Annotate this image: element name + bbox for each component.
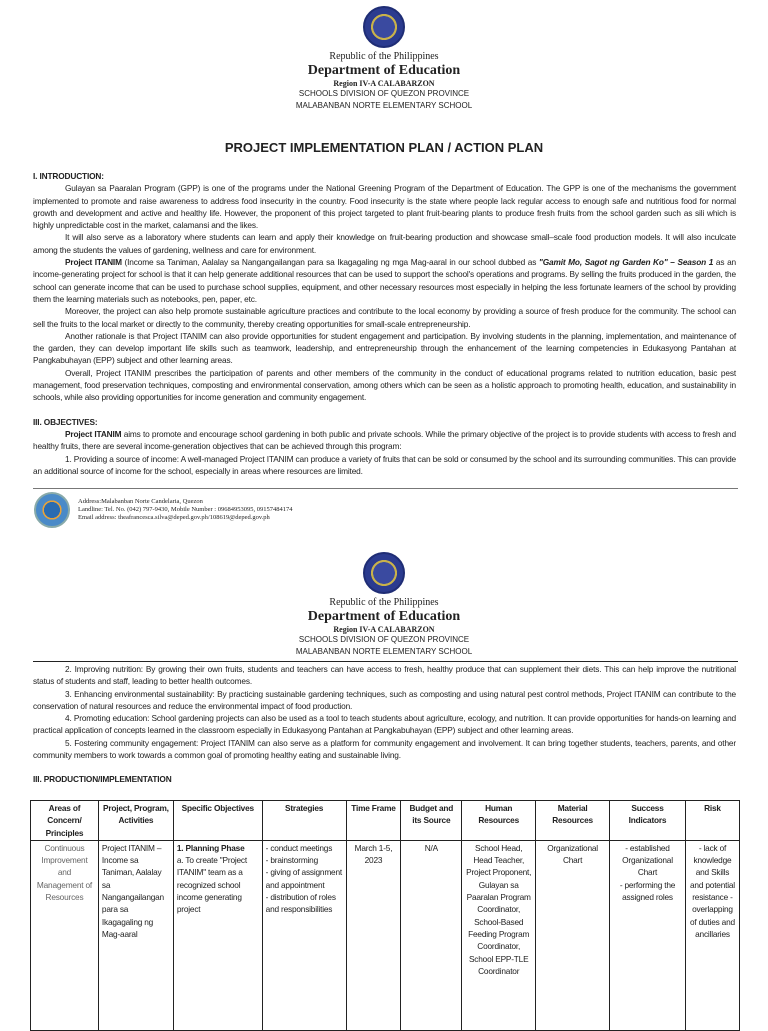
column-header: Risk — [685, 801, 739, 841]
cell-budget: N/A — [401, 840, 462, 1030]
project-name: Project ITANIM — [65, 428, 122, 439]
cell-risk: - lack of knowledge and Skills and potential resistance -overlapping of duties and ancillaries — [685, 840, 739, 1030]
implementation-table — [30, 800, 740, 1031]
school-logo-icon — [34, 492, 70, 528]
cell-time-frame: March 1-5, 2023 — [346, 840, 401, 1030]
cell-success-indicators: - established Organizational Chart - performing the assigned roles — [610, 840, 686, 1030]
school-label: MALABANBAN NORTE ELEMENTARY SCHOOL — [295, 647, 473, 656]
project-name: Project ITANIM — [65, 257, 122, 268]
intro-paragraph: It will also serve as a laboratory where students can learn and apply their knowledge on fruit-bearing production and showcase small–scale food production models. It will also inculcate among the students the values of gardening, wellness and care for environment. — [33, 232, 736, 255]
objective-item: 3. Enhancing environmental sustainability: By practicing sustainable gardening techniques, such as composting and using natural pest control methods, Project ITANIM can contribute to the conservation of natural resources and reduce the environmental impact of food production. — [33, 688, 736, 711]
intro-paragraph: Gulayan sa Paaralan Program (GPP) is one of the programs under the National Greening Program of the Department of Education. The GPP is one of the mechanisms the government implemented to promote and raise awareness to address food insecurity in the country. Food insecurity is the state where people lack regular access to enough safe and nutritious food for normal growth and development and active and healthy life. However, the proponent of this project targeted to plant fruit-bearing plants to produce fresh fruits from the school garden such as sili which is highly unpredictable cost in the market, calamansi and the likes. — [33, 183, 736, 231]
objective-item: 5. Fostering community engagement: Project ITANIM can also serve as a platform for community engagement and involvement. It can bring together students, teachers, parents, and other community members to work towards a common goal of promoting healthy eating and sustainable living. — [33, 737, 736, 761]
objective-item: 4. Promoting education: School gardening projects can also be used as a tool to teach students about agriculture, ecology, and nutrition. It can provide opportunities for hands-on learning and practical application of concepts learned in the classroom especially in Edukasyong Pantahan at Pangkabuhayan (EPP) subject and other learning areas. — [33, 713, 736, 736]
letterhead-page2 — [0, 552, 768, 658]
deped-seal-icon — [363, 6, 405, 48]
region-label: Region IV-A CALABARZON — [333, 79, 435, 88]
phase-label: 1. Planning Phase — [176, 842, 245, 853]
intro-paragraph — [33, 256, 736, 305]
column-header: Time Frame — [346, 801, 401, 841]
school-label: MALABANBAN NORTE ELEMENTARY SCHOOL — [295, 101, 473, 110]
column-header: Project, Program, Activities — [98, 801, 173, 841]
region-label: Region IV-A CALABARZON — [333, 625, 435, 634]
intro-paragraph: Moreover, the project can also help promote sustainable agriculture practices and contribute to the local economy by providing a source of fresh produce for the community. The school can sell the fruits to the local market or directly to the community, thereby creating opportunities for small-scale entrepreneurship. — [33, 306, 736, 329]
objectives-continued — [33, 663, 736, 786]
objectives-heading: III. OBJECTIVES: — [33, 416, 98, 427]
footer-phone: Landline: Tel. No. (042) 797-9430, Mobile Number : 09684953095, 09157484174 — [78, 506, 293, 513]
footer-divider — [33, 488, 738, 489]
republic-label: Republic of the Philippines — [329, 597, 439, 608]
intro-heading: I. INTRODUCTION: — [33, 171, 104, 181]
objective-item: 1. Providing a source of income: A well-managed Project ITANIM can produce a variety of fruits that can be sold or consumed by the school and its surrounding communities. This can provide an additional source of income for the school, especially in areas where resources are limited. — [33, 453, 736, 476]
text: aims to promote and encourage school gardening in both public and private schools. While the primary objective of the project is to provide students with access to fresh and healthy fruits, there are several income-generation objectives that can be achieved through this program: — [33, 428, 736, 452]
column-header: Material Resources — [536, 801, 610, 841]
republic-label: Republic of the Philippines — [329, 51, 439, 62]
column-header: Success Indicators — [610, 801, 686, 841]
footer-email: Email address: theafrancesca.silva@deped.gov.ph/108619@deped.gov.ph — [78, 514, 270, 521]
footer — [34, 492, 292, 528]
column-header: Budget and its Source — [401, 801, 462, 841]
column-header: Strategies — [262, 801, 346, 841]
column-header: Areas of Concern/ Principles — [31, 801, 99, 841]
project-tagline: "Gamit Mo, Sagot ng Garden Ko" – Season 1 — [538, 257, 714, 268]
department-label: Department of Education — [307, 609, 461, 624]
objective-item: 2. Improving nutrition: By growing their own fruits, students and teachers can have access to fresh, healthy produce that can supplement their diets. This can help improve the nutritional status of students and staff, leading to better health outcomes. — [33, 664, 736, 687]
production-heading: III. PRODUCTION/IMPLEMENTATION — [33, 774, 172, 785]
intro-paragraph: Another rationale is that Project ITANIM can also provide opportunities for student engagement and participation. By involving students in the planning, implementation, and maintenance of the garden, they can develop important life skills such as teamwork, leadership, and entrepreneurship through the enhancement of the learning competencies in Edukasyong Pantahan at Pangkabuhayan (EPP) subject and other learning areas. — [33, 330, 736, 366]
cell-material-resources: Organizational Chart — [536, 840, 610, 1030]
column-header: Human Resources — [462, 801, 536, 841]
letterhead-page1 — [0, 6, 768, 112]
cell-objective — [173, 840, 262, 1030]
deped-seal-icon — [363, 552, 405, 594]
footer-address: Address:Malabanban Norte Candelaria, Quezon — [78, 498, 203, 505]
introduction-section — [33, 170, 736, 477]
column-header: Specific Objectives — [173, 801, 262, 841]
division-label: SCHOOLS DIVISION OF QUEZON PROVINCE — [298, 89, 470, 98]
cell-human-resources: School Head, Head Teacher, Project Proponent, Gulayan sa Paaralan Program Coordinator, School-Based Feeding Program Coordinator, School EPP-TLE Coordinator — [462, 840, 536, 1030]
document-title: PROJECT IMPLEMENTATION PLAN / ACTION PLAN — [224, 140, 544, 155]
intro-paragraph: Overall, Project ITANIM prescribes the participation of parents and other members of the community in the conduct of educational programs related to nutrition education, basic pest management, food preservation techniques, composting and environmental conservation, among others which can be seen as a holistic approach to promoting health, education, and sustainability in schools, while also providing opportunities for income generation and community engagement. — [33, 367, 736, 403]
cell-strategies: - conduct meetings - brainstorming - giving of assignment and appointment - distribution of roles and responsibilities — [262, 840, 346, 1030]
cell-project: Project ITANIM – Income sa Taniman, Aalalay sa Nangangailangan para sa Ikagagaling ng Mag-aaral — [98, 840, 173, 1030]
department-label: Department of Education — [307, 63, 461, 78]
cell-area: Continuous Improvement and Management of Resources — [31, 840, 99, 1030]
text: (Income sa Taniman, Aalalay sa Nangangailangan para sa Ikagagaling ng mga Mag-aaral in our school dubbed as — [121, 257, 539, 268]
text: as an income-generating project for school is that it can help generate additional resources that can be used to support the school's operations and programs. By selling the fruits produced in the garden, the school can generate income that can be used to purchase school supplies, equipment, and other necessary resources most especially in helping the less fortunate learners of the school by providing them the learning materials such as notebooks, pen, paper, etc. — [33, 257, 737, 304]
division-label: SCHOOLS DIVISION OF QUEZON PROVINCE — [298, 635, 470, 644]
table-header-row — [31, 801, 740, 841]
objectives-lead — [33, 428, 736, 453]
objective-text: a. To create "Project ITANIM" team as a recognized school income generating project — [176, 855, 247, 915]
header-divider — [33, 661, 738, 662]
table-row — [31, 840, 740, 1030]
